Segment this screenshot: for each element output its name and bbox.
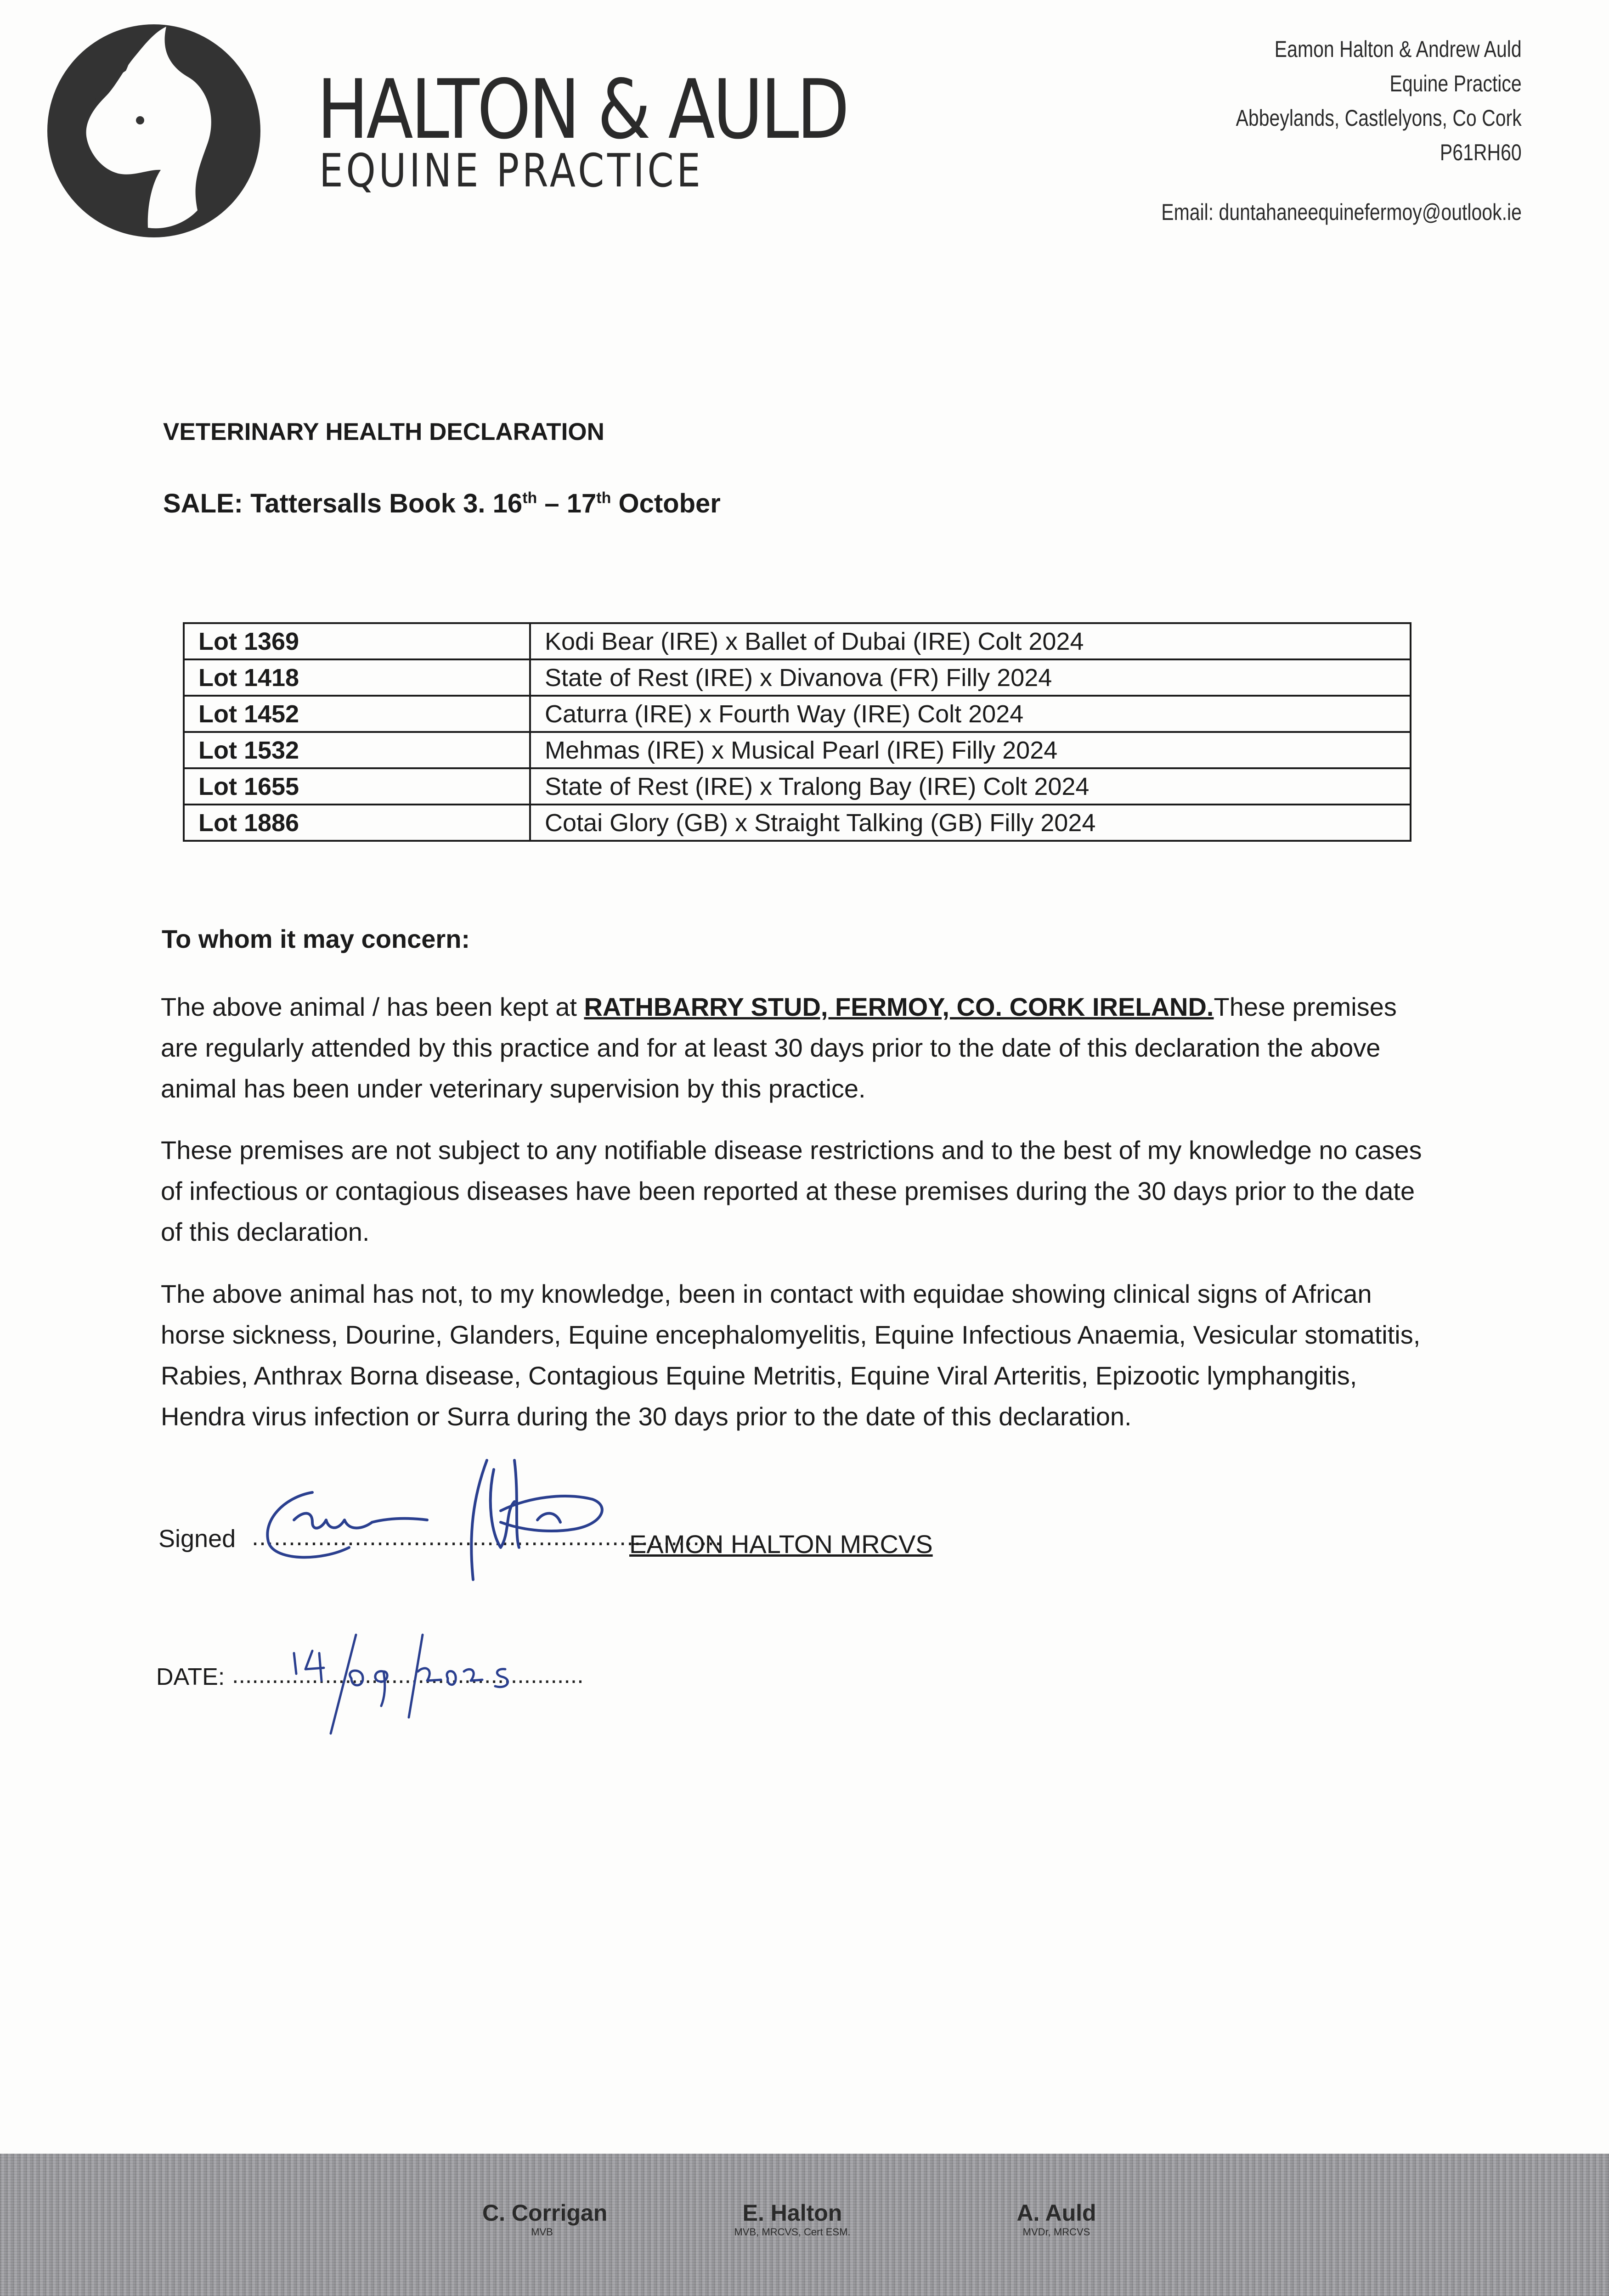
footer-vet-name: E. Halton (742, 2200, 842, 2226)
sale-ordinal: th (596, 489, 611, 507)
practice-address (1236, 32, 1522, 170)
footer-vet-qualifications: MVB (531, 2226, 553, 2238)
lot-number: Lot 1418 (184, 659, 530, 696)
footer-vet-name: A. Auld (1016, 2200, 1096, 2226)
table-row (184, 768, 1411, 805)
lot-number: Lot 1886 (184, 805, 530, 841)
footer-vet-qualifications: MVDr, MRCVS (1022, 2226, 1090, 2238)
practice-logo-horse-emblem (46, 23, 262, 239)
sale-suffix: October (611, 489, 721, 518)
address-line: P61RH60 (1440, 140, 1522, 165)
lot-number: Lot 1369 (184, 623, 530, 659)
lot-description: State of Rest (IRE) x Divanova (FR) Filly 2024 (530, 659, 1411, 696)
disease-restrictions-paragraph: These premises are not subject to any notifiable disease restrictions and to the best of my knowledge no cases of infectious or contagious diseases have been reported at these premises during the 30 days prior to the date of this declaration. (161, 1136, 1422, 1246)
date-line: ..................................................... (232, 1662, 584, 1688)
address-line: Equine Practice (1389, 71, 1522, 96)
lot-number: Lot 1532 (184, 732, 530, 768)
sale-heading (163, 488, 721, 519)
signed-label: Signed (158, 1525, 236, 1553)
table-row (184, 696, 1411, 732)
premises-name: RATHBARRY STUD, FERMOY, CO. CORK IRELAND. (584, 992, 1214, 1021)
handwritten-signature (243, 1442, 620, 1593)
lot-description: Mehmas (IRE) x Musical Pearl (IRE) Filly 2024 (530, 732, 1411, 768)
footer-vet-name: C. Corrigan (482, 2200, 608, 2226)
table-row (184, 732, 1411, 768)
lot-description: Caturra (IRE) x Fourth Way (IRE) Colt 2024 (530, 696, 1411, 732)
premises-paragraph (161, 986, 1438, 1109)
address-line: Abbeylands, Castlelyons, Co Cork (1236, 105, 1522, 131)
greeting: To whom it may concern: (162, 924, 470, 953)
lot-number: Lot 1655 (184, 768, 530, 805)
contact-declaration-paragraph: The above animal has not, to my knowledge, been in contact with equidae showing clinical signs of African horse sickness, Dourine, Glanders, Equine encephalomyelitis, Equine Infectious Anaemia, Vesicular stomatitis, Rabies, Anthrax Borna disease, Contagious Equine Metritis, Equine Viral Arteritis, Epizootic lymphangitis, Hendra virus infection or Surra during the 30 days prior to the date of this declaration. (161, 1279, 1421, 1431)
sale-mid: – 17 (537, 489, 597, 518)
document-title: VETERINARY HEALTH DECLARATION (163, 418, 604, 445)
lot-description: State of Rest (IRE) x Tralong Bay (IRE) Colt 2024 (530, 768, 1411, 805)
sale-ordinal: th (522, 489, 537, 507)
handwritten-date (276, 1626, 597, 1736)
lot-description: Cotai Glory (GB) x Straight Talking (GB) Filly 2024 (530, 805, 1411, 841)
signature-line: ................................................................ (252, 1523, 723, 1551)
lot-number: Lot 1452 (184, 696, 530, 732)
lots-table (183, 622, 1411, 842)
lot-description: Kodi Bear (IRE) x Ballet of Dubai (IRE) Colt 2024 (530, 623, 1411, 659)
sale-prefix: SALE: Tattersalls Book 3. 16 (163, 489, 523, 518)
address-line: Eamon Halton & Andrew Auld (1275, 36, 1522, 62)
signatory-name: EAMON HALTON MRCVS (629, 1530, 933, 1559)
date-label: DATE: (156, 1664, 225, 1690)
brand-subtitle: EQUINE PRACTICE (319, 144, 704, 197)
footer-vet-qualifications: MVB, MRCVS, Cert ESM. (734, 2226, 851, 2238)
table-row (184, 805, 1411, 841)
brand-name: HALTON & AULD (317, 62, 847, 157)
paragraph-text: These premises are regularly attended by this practice and for at least 30 days prior to the date of this declaration the above animal has been under veterinary supervision by this practice. (161, 992, 1397, 1103)
paragraph-text: The above animal / has been kept at (161, 992, 584, 1021)
table-row (184, 659, 1411, 696)
table-row (184, 623, 1411, 659)
practice-email[interactable]: Email: duntahaneequinefermoy@outlook.ie (1161, 199, 1522, 225)
